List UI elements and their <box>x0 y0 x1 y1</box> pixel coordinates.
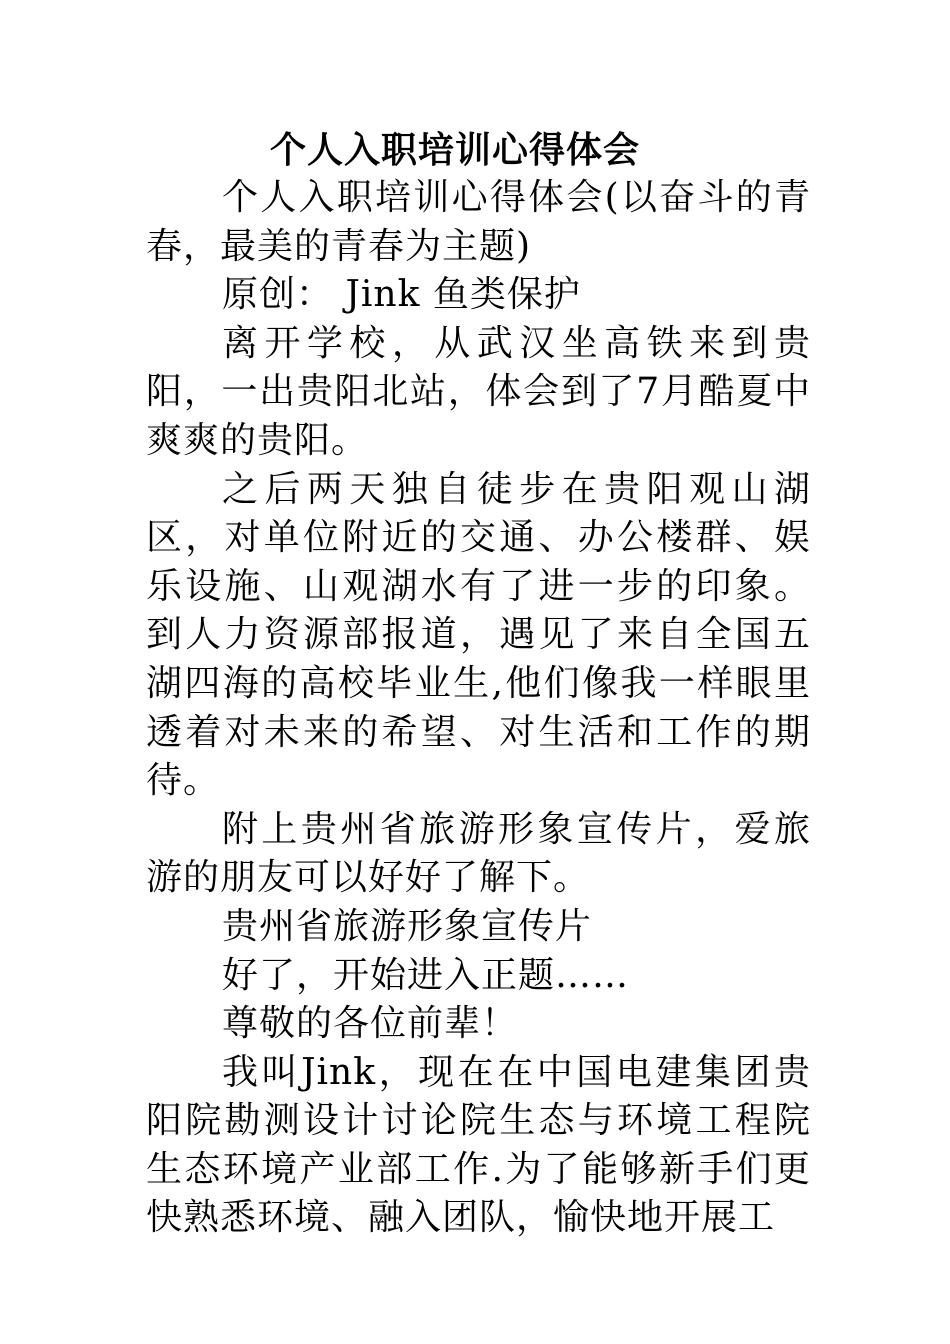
document-title: 个人入职培训心得体会 <box>270 129 641 171</box>
document-body <box>146 126 811 1243</box>
paragraph-subtitle: 个人入职培训心得体会(以奋斗的青春，最美的青春为主题) <box>146 177 811 267</box>
paragraph: 离开学校，从武汉坐高铁来到贵阳，一出贵阳北站，体会到了7月酷夏中爽爽的贵阳。 <box>146 322 811 461</box>
paragraph: 我叫Jink，现在在中国电建集团贵阳院勘测设计讨论院生态与环境工程院生态环境产业部工作.为了能够新手们更快熟悉环境、融入团队，愉快地开展工 <box>146 1051 811 1239</box>
paragraph: 之后两天独自徒步在贵阳观山湖区，对单位附近的交通、办公楼群、娱乐设施、山观湖水有了进一步的印象。到人力资源部报道，遇见了来自全国五湖四海的高校毕业生,他们像我一样眼里透着对未来的希望、对生活和工作的期待。 <box>146 468 811 802</box>
salutation: 尊敬的各位前辈！ <box>222 1003 519 1045</box>
paragraph-author: 原创： Jink 鱼类保护 <box>222 274 581 316</box>
paragraph: 附上贵州省旅游形象宣传片，爱旅游的朋友可以好好了解下。 <box>146 808 811 899</box>
video-title: 贵州省旅游形象宣传片 <box>222 905 593 947</box>
paragraph: 好了，开始进入正题…… <box>222 954 630 996</box>
